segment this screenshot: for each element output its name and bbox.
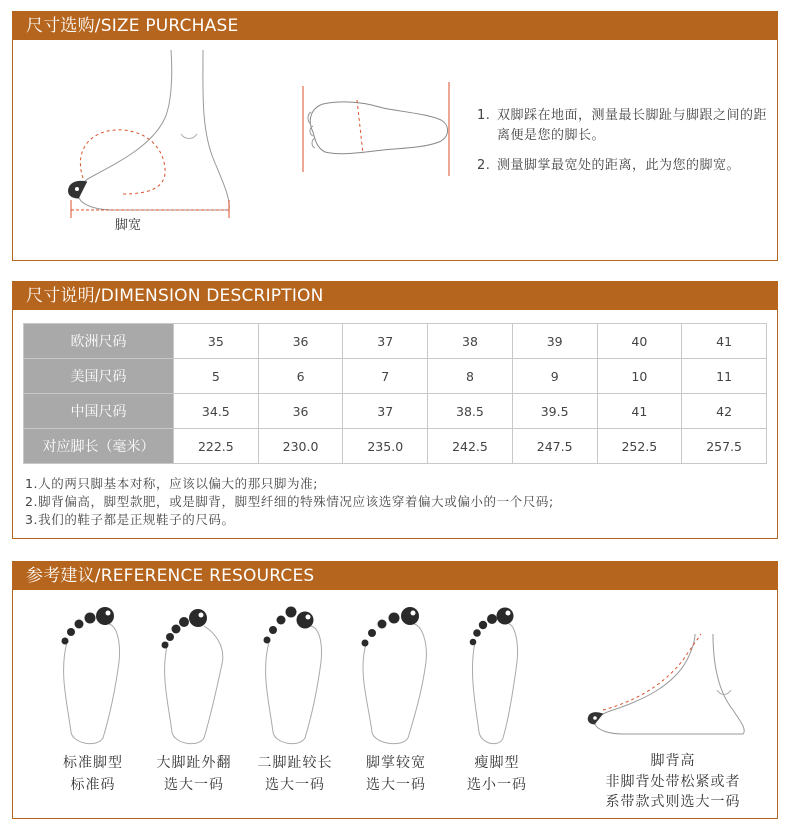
foot-type-long-second-toe bbox=[245, 602, 345, 796]
foot-type-name: 瘦脚型 bbox=[474, 755, 520, 771]
row-header: 欧洲尺码 bbox=[24, 324, 174, 359]
foot-type-wide bbox=[346, 602, 446, 796]
table-cell: 37 bbox=[343, 324, 428, 359]
high-instep-foot-icon bbox=[583, 630, 763, 740]
table-cell: 257.5 bbox=[682, 429, 767, 464]
section-title-reference: 参考建议/REFERENCE RESOURCES bbox=[13, 562, 777, 590]
table-cell: 34.5 bbox=[174, 394, 259, 429]
foot-type-standard bbox=[43, 602, 143, 796]
note-line: 3.我们的鞋子都是正规鞋子的尺码。 bbox=[25, 512, 235, 527]
table-cell: 42 bbox=[682, 394, 767, 429]
table-row bbox=[24, 359, 767, 394]
measure-step: 2. 测量脚掌最宽处的距离，此为您的脚宽。 bbox=[477, 158, 741, 173]
table-cell: 230.0 bbox=[258, 429, 343, 464]
table-cell: 242.5 bbox=[428, 429, 513, 464]
section-title-size-purchase: 尺寸选购/SIZE PURCHASE bbox=[13, 12, 777, 40]
section-title-dimension: 尺寸说明/DIMENSION DESCRIPTION bbox=[13, 282, 777, 310]
row-header: 对应脚长（毫米） bbox=[24, 429, 174, 464]
table-cell: 36 bbox=[258, 324, 343, 359]
table-cell: 247.5 bbox=[512, 429, 597, 464]
note-line: 2.脚背偏高，脚型款肥，或是脚背，脚型纤细的特殊情况应该选穿着偏大或偏小的一个尺码; bbox=[25, 494, 554, 509]
foot-type-name: 标准脚型 bbox=[63, 755, 123, 771]
foot-type-advice: 选大一码 bbox=[366, 777, 426, 793]
table-cell: 235.0 bbox=[343, 429, 428, 464]
table-cell: 7 bbox=[343, 359, 428, 394]
high-instep-guide bbox=[573, 630, 773, 812]
table-cell: 37 bbox=[343, 394, 428, 429]
table-cell: 8 bbox=[428, 359, 513, 394]
table-cell: 222.5 bbox=[174, 429, 259, 464]
foot-type-advice: 选小一码 bbox=[467, 777, 527, 793]
row-header: 中国尺码 bbox=[24, 394, 174, 429]
table-cell: 10 bbox=[597, 359, 682, 394]
row-header: 美国尺码 bbox=[24, 359, 174, 394]
foot-outline-icon bbox=[356, 602, 436, 752]
foot-type-advice: 选大一码 bbox=[265, 777, 325, 793]
dimension-panel bbox=[12, 281, 778, 539]
foot-side-illustration bbox=[53, 48, 243, 218]
foot-type-advice: 选大一码 bbox=[164, 777, 224, 793]
foot-width-label: 脚宽 bbox=[115, 218, 142, 233]
foot-type-slim bbox=[447, 602, 547, 796]
size-notes bbox=[25, 475, 554, 529]
foot-type-advice: 标准码 bbox=[70, 777, 116, 793]
table-cell: 39 bbox=[512, 324, 597, 359]
table-row bbox=[24, 394, 767, 429]
table-cell: 36 bbox=[258, 394, 343, 429]
foot-outline-icon bbox=[255, 602, 335, 752]
reference-panel bbox=[12, 561, 778, 819]
table-cell: 35 bbox=[174, 324, 259, 359]
table-cell: 252.5 bbox=[597, 429, 682, 464]
size-purchase-panel bbox=[12, 11, 778, 261]
table-cell: 9 bbox=[512, 359, 597, 394]
size-table bbox=[23, 323, 767, 464]
table-row bbox=[24, 429, 767, 464]
high-instep-note: 非脚背处带松紧或者 bbox=[605, 774, 741, 790]
table-cell: 39.5 bbox=[512, 394, 597, 429]
foot-outline-icon bbox=[457, 602, 537, 752]
high-instep-note: 系带款式则选大一码 bbox=[605, 794, 741, 810]
foot-type-name: 大脚趾外翻 bbox=[156, 755, 232, 771]
table-cell: 40 bbox=[597, 324, 682, 359]
measure-step: 1. 双脚踩在地面，测量最长脚趾与脚跟之间的距离便是您的脚长。 bbox=[477, 108, 768, 143]
note-line: 1.人的两只脚基本对称，应该以偏大的那只脚为准; bbox=[25, 476, 319, 491]
measure-instructions bbox=[477, 106, 767, 186]
table-cell: 41 bbox=[682, 324, 767, 359]
table-cell: 41 bbox=[597, 394, 682, 429]
table-cell: 38 bbox=[428, 324, 513, 359]
foot-outline-icon bbox=[154, 602, 234, 752]
foot-type-name: 脚掌较宽 bbox=[366, 755, 426, 771]
table-cell: 11 bbox=[682, 359, 767, 394]
table-cell: 38.5 bbox=[428, 394, 513, 429]
table-cell: 6 bbox=[258, 359, 343, 394]
foot-type-name: 二脚趾较长 bbox=[257, 755, 333, 771]
foot-top-illustration bbox=[293, 76, 463, 176]
table-cell: 5 bbox=[174, 359, 259, 394]
high-instep-title: 脚背高 bbox=[650, 753, 696, 769]
foot-outline-icon bbox=[53, 602, 133, 752]
foot-type-bunion bbox=[144, 602, 244, 796]
table-row bbox=[24, 324, 767, 359]
